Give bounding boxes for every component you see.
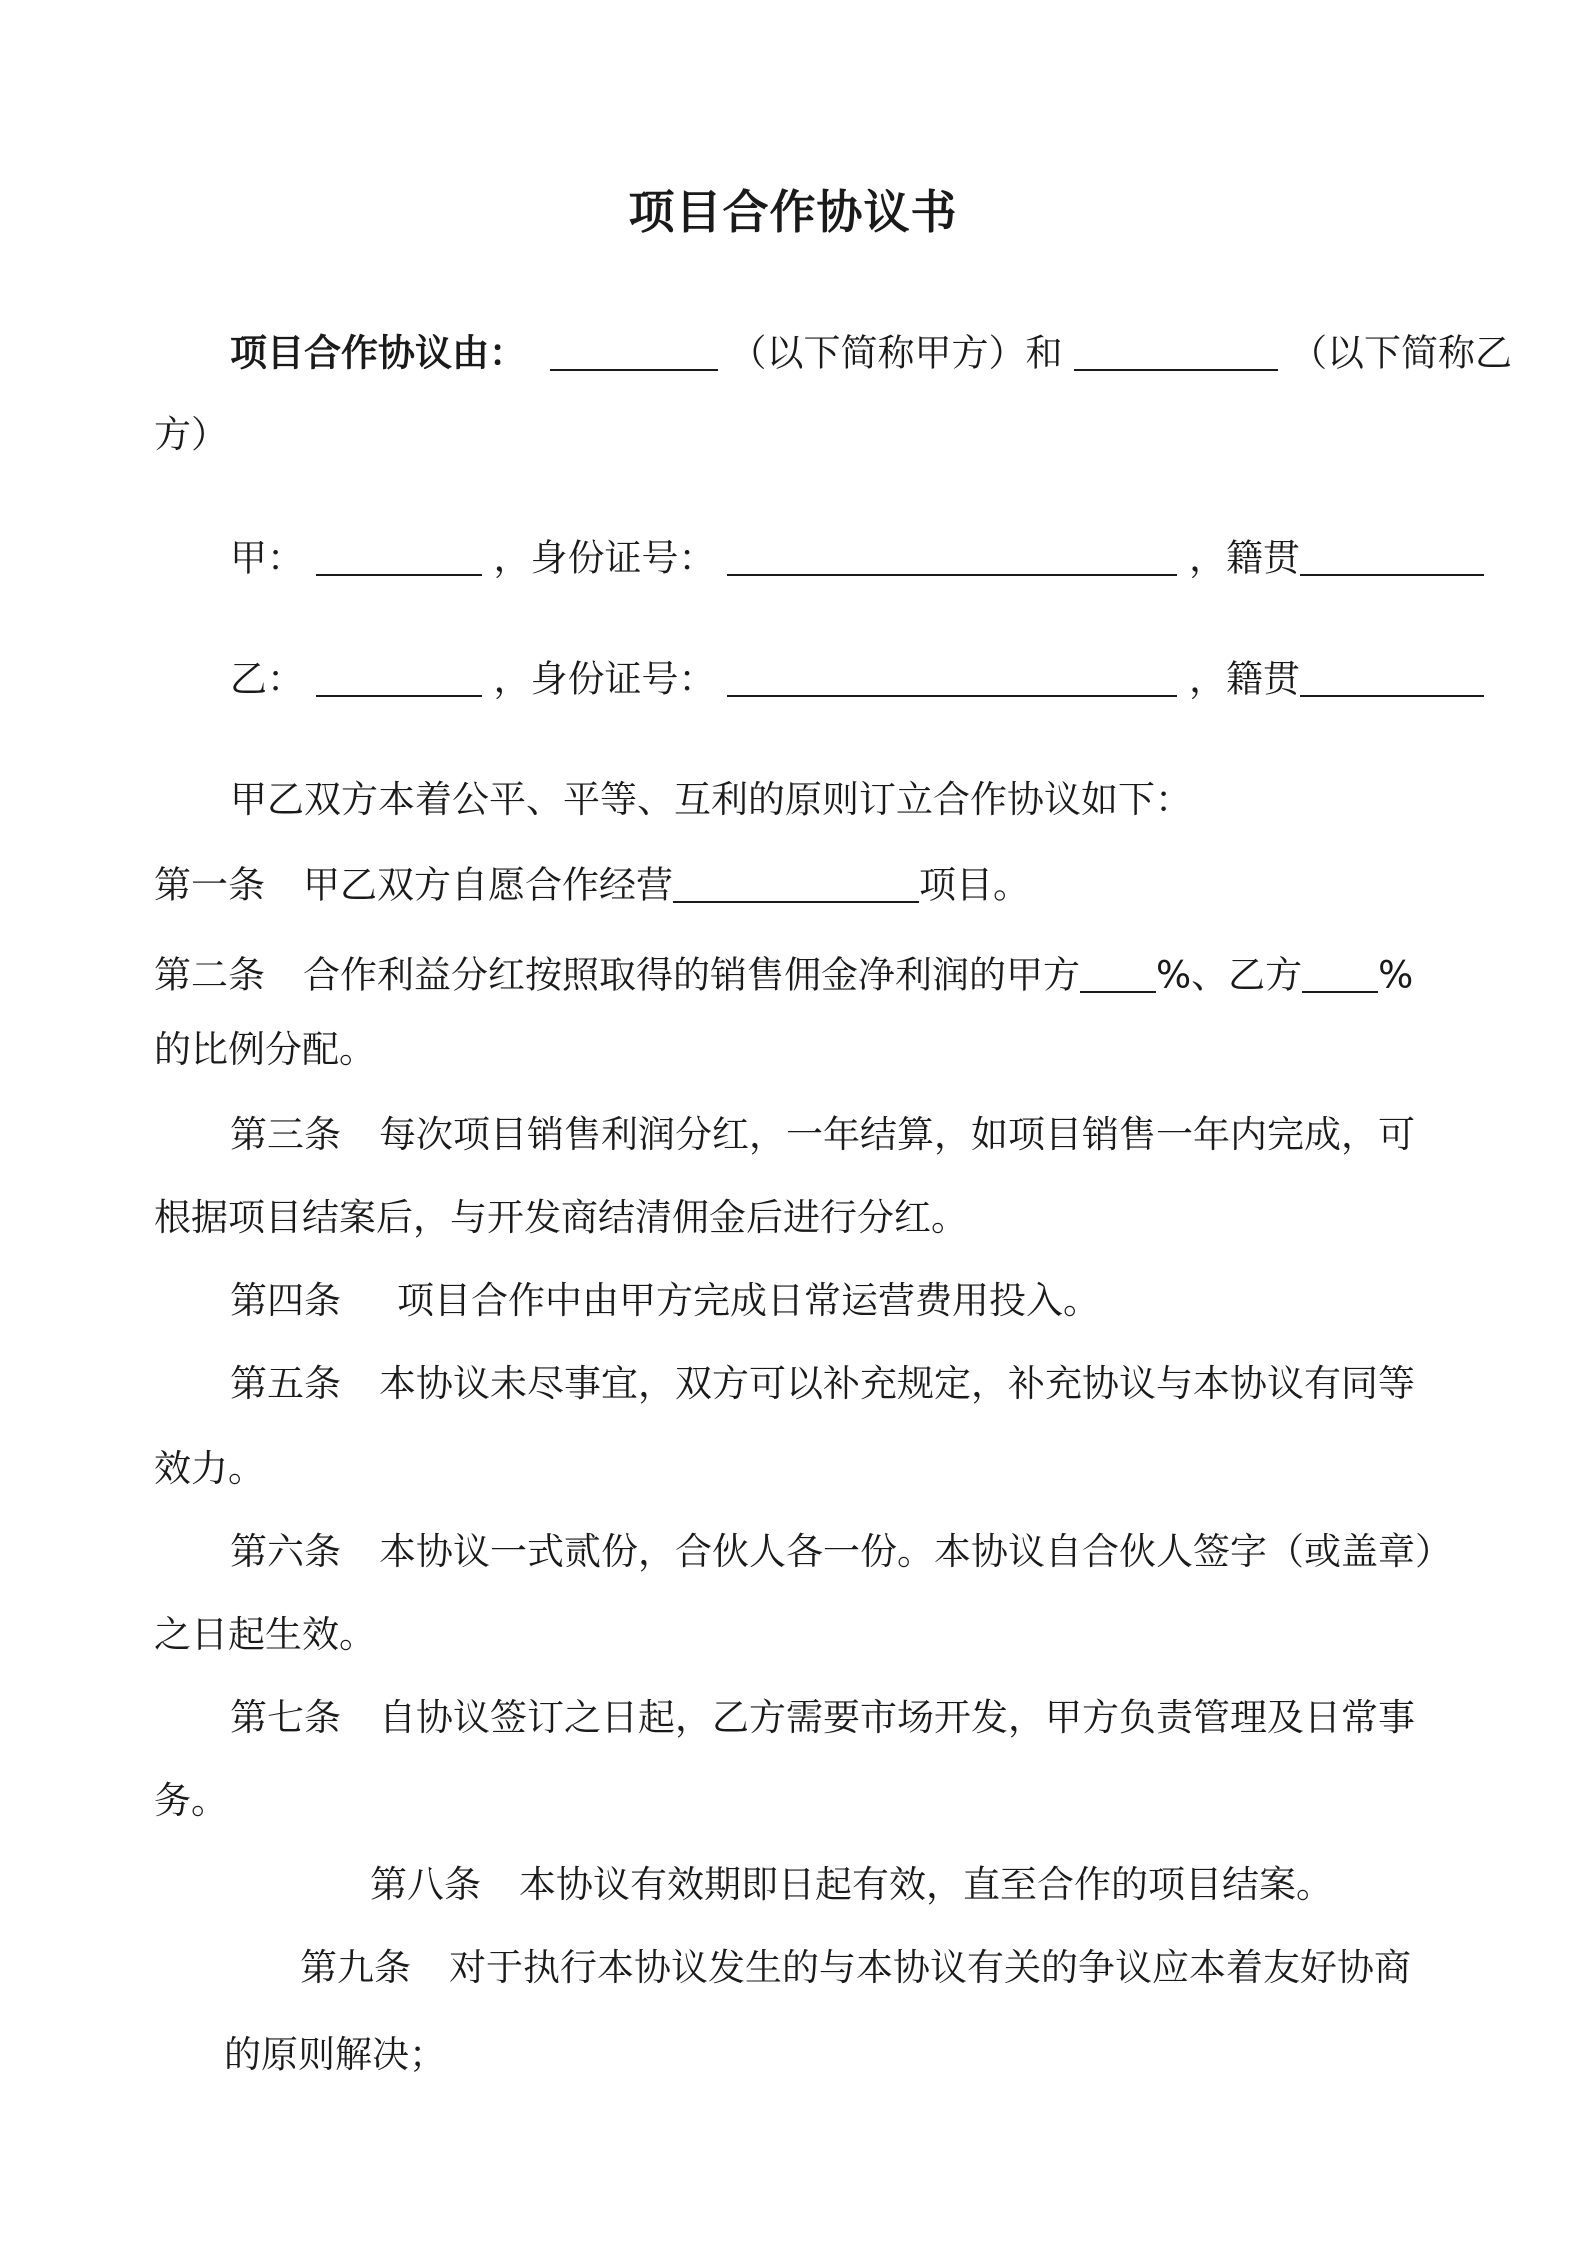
- party-b-blank[interactable]: [316, 658, 482, 697]
- party-a-percent-blank[interactable]: [1080, 954, 1156, 993]
- intro-lead: 项目合作协议由：: [230, 331, 526, 375]
- article-6: [230, 1530, 1452, 1573]
- article-8-label: 第八条: [370, 1863, 481, 1906]
- party-a-blank[interactable]: [316, 537, 482, 576]
- article-3-label: 第三条: [230, 1113, 341, 1156]
- article-5-line1: 本协议未尽事宜，双方可以补充规定，补充协议与本协议有同等: [379, 1362, 1415, 1405]
- intro-line: [230, 331, 1513, 375]
- article-5-label: 第五条: [230, 1362, 341, 1405]
- article-9: [300, 1946, 1411, 1989]
- article-2-line2: 的比例分配。: [154, 1028, 376, 1071]
- article-7-line2: 务。: [154, 1779, 228, 1822]
- article-4-label: 第四条: [230, 1279, 341, 1322]
- article-4-text: 项目合作中由甲方完成日常运营费用投入。: [397, 1279, 1100, 1322]
- party-a-note: （以下简称甲方）和: [729, 331, 1063, 375]
- article-9-line2: 的原则解决；: [224, 2033, 446, 2076]
- article-8: [370, 1863, 1333, 1906]
- article-2-pct-b: %: [1378, 953, 1414, 997]
- article-4: [230, 1279, 1100, 1322]
- party-b-origin-label: ，籍贯: [1189, 657, 1301, 701]
- party-a-line: [230, 536, 1484, 580]
- party-b-origin-blank[interactable]: [1300, 658, 1484, 697]
- preamble: 甲乙双方本着公平、平等、互利的原则订立合作协议如下：: [230, 778, 1192, 821]
- party-a-id-label: ，身份证号：: [493, 536, 716, 580]
- document-title: 项目合作协议书: [628, 185, 958, 239]
- article-5-line2: 效力。: [154, 1447, 265, 1490]
- party-b-percent-blank[interactable]: [1302, 954, 1378, 993]
- article-7-label: 第七条: [230, 1696, 341, 1739]
- party-a-label: 甲：: [230, 536, 304, 580]
- party-b-line: [230, 657, 1484, 701]
- party-a-name-blank[interactable]: [550, 332, 718, 371]
- article-3-line2: 根据项目结案后，与开发商结清佣金后进行分红。: [154, 1196, 968, 1239]
- party-a-id-blank[interactable]: [727, 537, 1177, 576]
- party-a-origin-label: ，籍贯: [1189, 536, 1301, 580]
- article-6-line2: 之日起生效。: [154, 1613, 376, 1656]
- article-5: [230, 1362, 1415, 1405]
- article-3-line1: 每次项目销售利润分红，一年结算，如项目销售一年内完成，可: [379, 1113, 1415, 1156]
- article-8-text: 本协议有效期即日起有效，直至合作的项目结案。: [519, 1863, 1333, 1906]
- article-1-label: 第一条: [154, 863, 265, 907]
- party-a-origin-blank[interactable]: [1300, 537, 1484, 576]
- article-1-text-end: 项目。: [919, 863, 1030, 907]
- article-2-pct-a: %、乙方: [1156, 953, 1303, 997]
- party-b-label: 乙：: [230, 657, 304, 701]
- article-2: [154, 953, 1414, 997]
- party-b-id-blank[interactable]: [727, 658, 1177, 697]
- project-name-blank[interactable]: [673, 864, 919, 903]
- party-b-id-label: ，身份证号：: [493, 657, 716, 701]
- article-9-label: 第九条: [300, 1946, 411, 1989]
- article-7-line1: 自协议签订之日起，乙方需要市场开发，甲方负责管理及日常事: [379, 1696, 1415, 1739]
- intro-line-end: 方）: [154, 413, 228, 456]
- article-2-text: 合作利益分红按照取得的销售佣金净利润的甲方: [303, 953, 1080, 997]
- article-3: [230, 1113, 1415, 1156]
- article-1-text: 甲乙双方自愿合作经营: [303, 863, 673, 907]
- article-6-label: 第六条: [230, 1530, 341, 1573]
- article-9-line1: 对于执行本协议发生的与本协议有关的争议应本着友好协商: [449, 1946, 1411, 1989]
- article-7: [230, 1696, 1415, 1739]
- article-2-label: 第二条: [154, 953, 265, 997]
- article-1: [154, 863, 1030, 907]
- party-b-name-blank[interactable]: [1074, 332, 1278, 371]
- article-6-line1: 本协议一式贰份，合伙人各一份。本协议自合伙人签字（或盖章）: [379, 1530, 1452, 1573]
- party-b-note: （以下简称乙: [1290, 331, 1513, 375]
